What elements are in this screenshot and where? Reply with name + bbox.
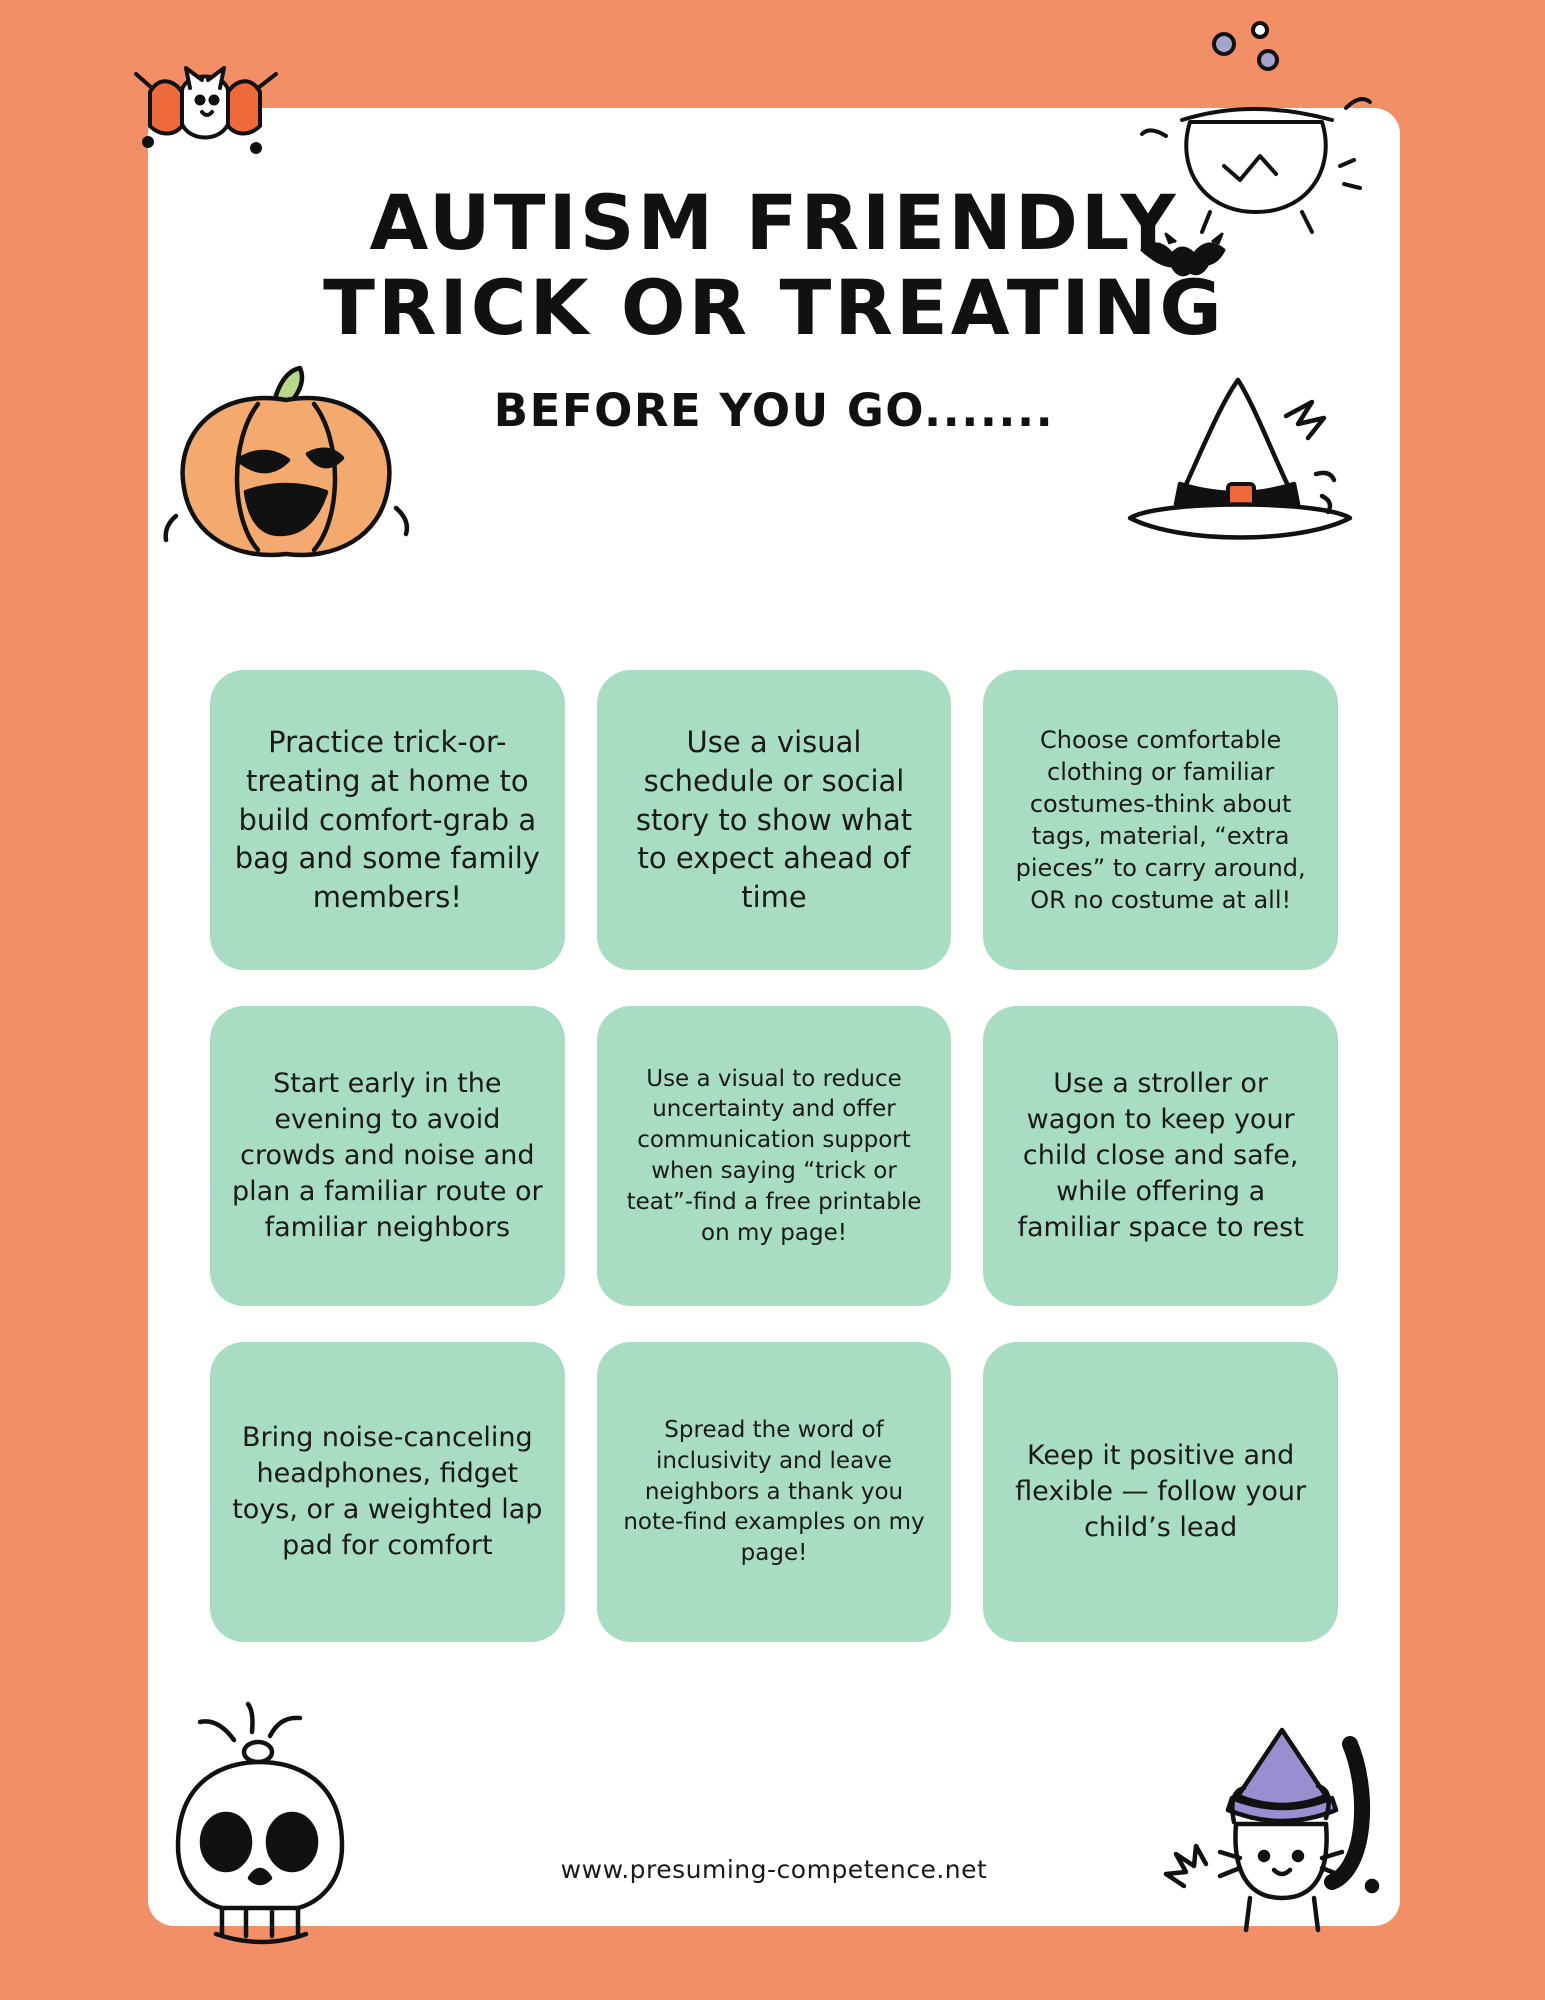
website-url[interactable]: www.presuming-competence.net [560,1855,988,1884]
bat-icon [90,30,320,190]
title-block [148,180,1400,437]
tip-text: Keep it positive and flexible — follow your child’s lead [1015,1439,1307,1544]
poster-card [148,108,1400,1926]
tip-card [983,670,1338,970]
page-title-line-1: AUTISM FRIENDLY [369,178,1179,267]
tip-card [597,670,952,970]
page-subtitle: BEFORE YOU GO....... [493,384,1055,438]
tip-text: Use a stroller or wagon to keep your child close and safe, while offering a familiar space to rest [1017,1067,1304,1244]
tip-card [210,1342,565,1642]
tip-card [210,1006,565,1306]
tip-text: Bring noise-canceling headphones, fidget toys, or a weighted lap pad for comfort [232,1421,543,1562]
tip-text: Use a visual to reduce uncertainty and offer communication support when saying “trick or teat”-find a free printable on my page! [626,1065,922,1246]
tip-card [983,1342,1338,1642]
tip-text: Practice trick-or-treating at home to build comfort-grab a bag and some family members! [234,724,540,915]
tip-card [983,1006,1338,1306]
tip-text: Start early in the evening to avoid crowds and noise and plan a familiar route or familiar neighbors [232,1067,543,1244]
tip-text: Spread the word of inclusivity and leave neighbors a thank you note-find examples on my page! [623,1416,925,1567]
tip-card [597,1342,952,1642]
tip-text: Use a visual schedule or social story to show what to expect ahead of time [635,724,913,915]
tip-card [597,1006,952,1306]
tip-text: Choose comfortable clothing or familiar costumes-think about tags, material, “extra pieces” to carry around, OR no costume at all! [1015,725,1306,915]
page-title-line-2: TRICK OR TREATING [323,263,1225,353]
skull-icon [138,1696,398,1956]
tips-grid [210,670,1338,1642]
tip-card [210,670,565,970]
witch-cat-icon [1114,1672,1394,1942]
